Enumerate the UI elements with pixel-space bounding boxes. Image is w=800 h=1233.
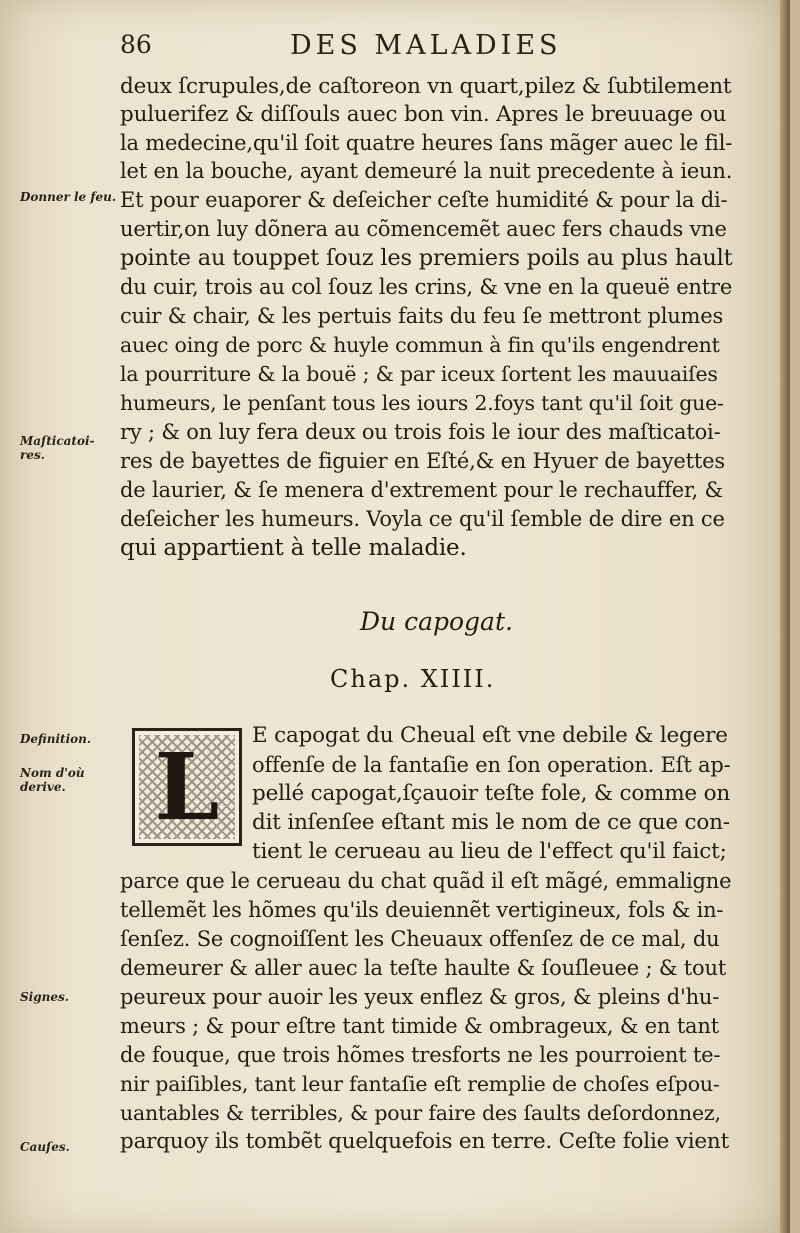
text-line: pellé capogat,ſçauoir teſte fole, & comme on xyxy=(252,781,730,806)
margin-note-nom-derive: Nom d'où derive. xyxy=(20,766,85,794)
text-line: offenſe de la fantaſie en ſon operation. Eſt ap- xyxy=(252,753,731,777)
text-line: uantables & terribles, & pour faire des ſaults deſordonnez, xyxy=(120,1101,721,1125)
ornamental-drop-cap xyxy=(132,728,242,846)
text-line: deux ſcrupules,de caſtoreon vn quart,pilez & ſubtilement xyxy=(120,74,732,99)
text-line: tellemẽt les hõmes qu'ils deuiennẽt vertigineux, fols & in- xyxy=(120,898,724,922)
text-line: tient le cerueau au lieu de l'effect qu'il faict; xyxy=(252,839,727,864)
text-line: ſenſez. Se cognoiſſent les Cheuaux offenſez de ce mal, du xyxy=(120,927,720,951)
text-line: E capogat du Cheual eſt vne debile & legere xyxy=(252,723,728,748)
text-line: dit inſenſee eſtant mis le nom de ce que con- xyxy=(252,810,730,835)
running-head: DES MALADIES xyxy=(290,30,562,61)
margin-note-masticatoires: Maſticatoi-res. xyxy=(20,434,95,462)
margin-note-signes: Signes. xyxy=(20,990,69,1004)
text-line: let en la bouche, ayant demeuré la nuit precedente à ieun. xyxy=(120,159,733,183)
page-edge xyxy=(780,0,790,1233)
text-line: ry ; & on luy fera deux ou trois fois le iour des maſticatoi- xyxy=(120,420,721,444)
text-line: auec oing de porc & huyle commun à fin qu'ils engendrent xyxy=(120,333,720,357)
margin-note-causes: Cauſes. xyxy=(20,1140,70,1154)
text-line: nir paiſibles, tant leur fantaſie eſt remplie de choſes eſpou- xyxy=(120,1072,720,1096)
text-line: pointe au touppet ſouz les premiers poils au plus hault xyxy=(120,245,733,271)
text-line: humeurs, le penſant tous les iours 2.foys tant qu'il ſoit gue- xyxy=(120,391,724,415)
text-line: parce que le cerueau du chat quãd il eſt mãgé, emmaligne xyxy=(120,869,732,893)
text-line: qui appartient à telle maladie. xyxy=(120,535,467,561)
text-line: de laurier, & ſe menera d'extrement pour le rechauffer, & xyxy=(120,478,724,502)
text-line: deſeicher les humeurs. Voyla ce qu'il ſemble de dire en ce xyxy=(120,507,725,531)
text-line: meurs ; & pour eſtre tant timide & ombrageux, & en tant xyxy=(120,1014,719,1038)
margin-note-definition: Definition. xyxy=(20,732,92,746)
chapter-title: Chap. XIIII. xyxy=(330,665,496,693)
text-line: uertir,on luy dõnera au cõmencemẽt auec fers chauds vne xyxy=(120,217,727,241)
section-title: Du capogat. xyxy=(360,607,513,636)
drop-cap-letter: L xyxy=(154,733,220,841)
text-line: cuir & chair, & les pertuis faits du feu ſe mettront plumes xyxy=(120,304,724,328)
text-line: la medecine,qu'il ſoit quatre heures ſans mãger auec le fil- xyxy=(120,131,733,155)
page-header xyxy=(120,30,740,70)
page-number: 86 xyxy=(120,30,152,59)
text-line: peureux pour auoir les yeux enflez & gros, & pleins d'hu- xyxy=(120,985,720,1009)
text-line: demeurer & aller auec la teſte haulte & ſouſleuee ; & tout xyxy=(120,956,727,980)
text-line: parquoy ils tombẽt quelquefois en terre. Ceſte folie vient xyxy=(120,1129,730,1154)
margin-note-donner-le-feu: Donner le feu. xyxy=(20,190,117,204)
text-line: puluerifez & diſſouls auec bon vin. Apres le breuuage ou xyxy=(120,102,727,127)
text-line: la pourriture & la bouë ; & par iceux ſortent les mauuaiſes xyxy=(120,362,718,386)
text-line: res de bayettes de figuier en Eſté,& en Hyuer de bayettes xyxy=(120,449,725,473)
text-line: de fouque, que trois hõmes tresforts ne les pourroient te- xyxy=(120,1043,721,1067)
text-line: du cuir, trois au col ſouz les crins, & vne en la queuë entre xyxy=(120,275,733,299)
text-line: Et pour euaporer & deſeicher ceſte humidité & pour la di- xyxy=(120,188,728,212)
